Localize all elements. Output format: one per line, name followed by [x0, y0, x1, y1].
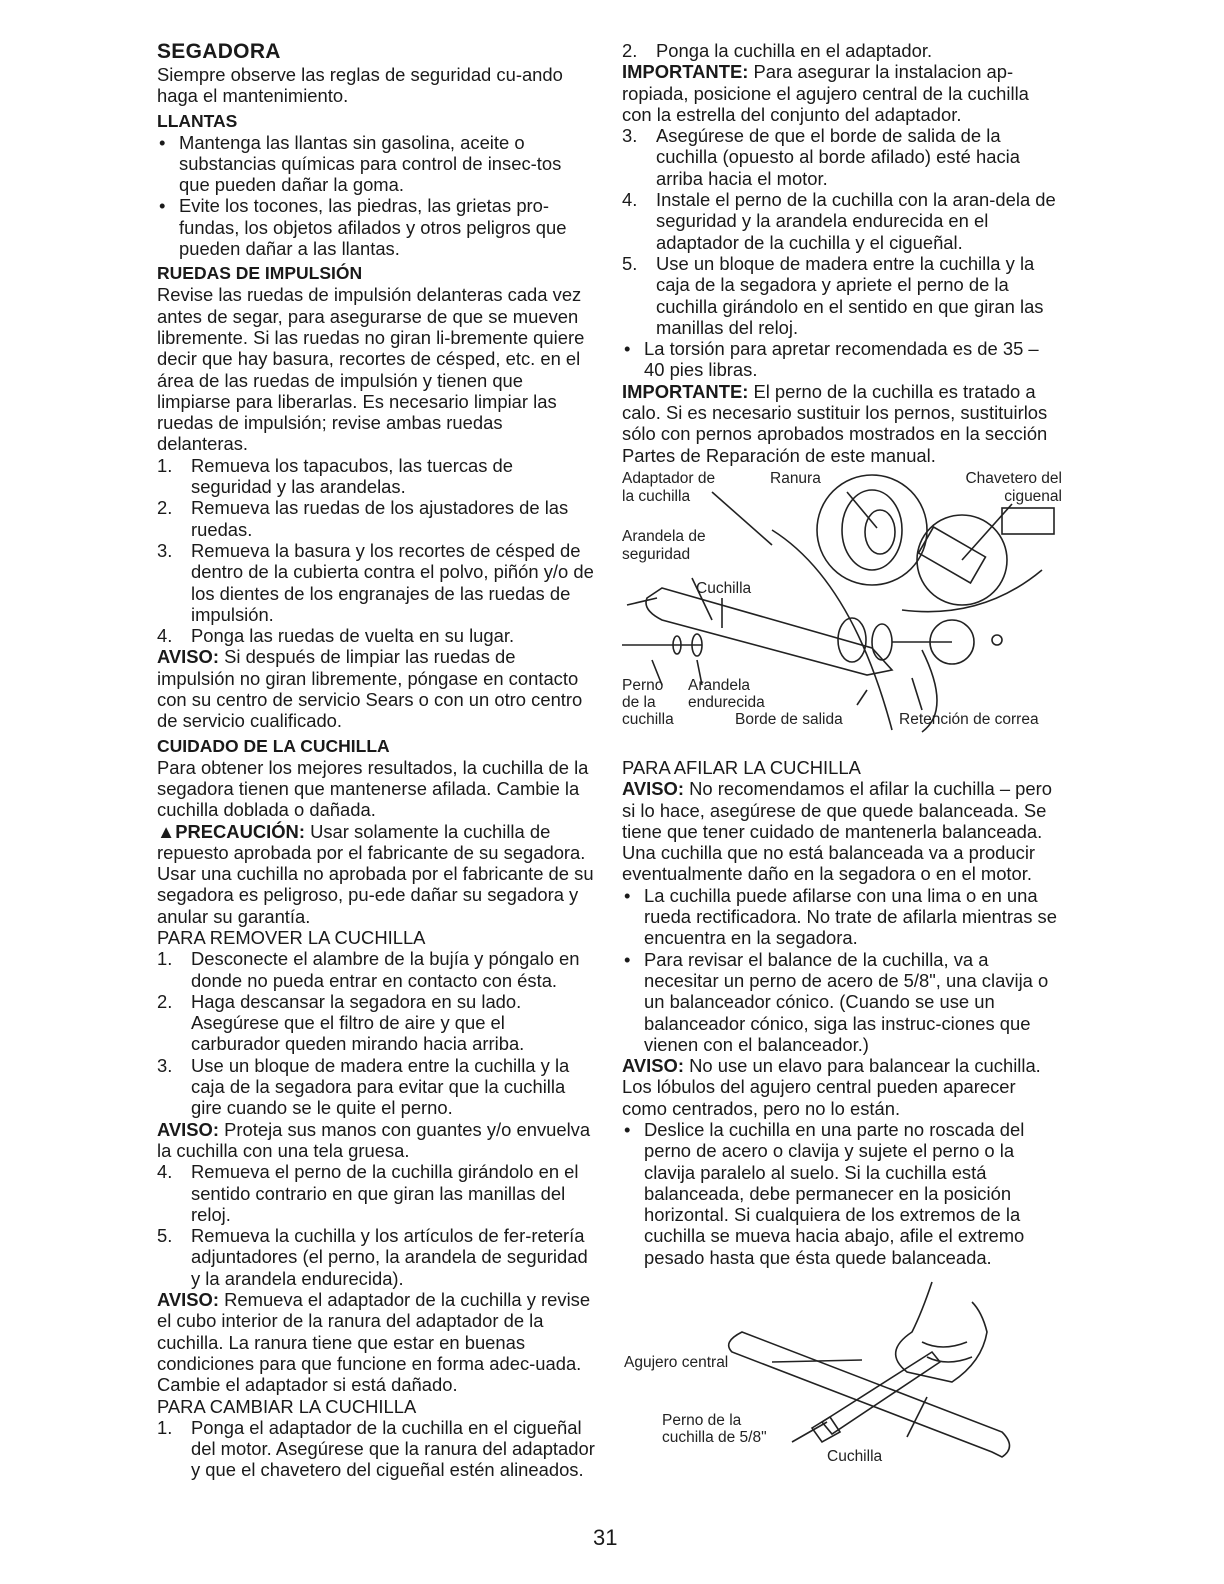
label-arandela-endurecida: Arandela endurecida: [688, 676, 765, 711]
label-agujero-central: Agujero central: [624, 1354, 729, 1372]
bullet-item: • Deslice la cuchilla en una parte no roscada del perno de acero o clavija y sujete el perno o la clavija paralelo al suelo. Si la cuchilla está balanceada, debe permanecer en la posición horizontal. Si cualquiera de los extremos de la cuchilla se mueva hacia abajo, afile el extremo pesado hasta que ésta quede balanceada.: [624, 1118, 1025, 1268]
label-adaptador: Adaptador de la cuchilla: [622, 469, 716, 505]
label-cuchilla: Cuchilla: [696, 579, 752, 597]
step-item: 3. Asegúrese de que el borde de salida de la cuchilla (opuesto al borde afilado) esté hacia arriba hacia el motor.: [622, 125, 1020, 189]
page-number: 31: [593, 1525, 618, 1550]
aviso-paragraph: AVISO: Remueva el adaptador de la cuchilla y revise el cubo interior de la ranura del adaptador de la cuchilla. La ranura tiene que estar en buenas condiciones para que funcione en forma adec-uada. Cambie el adaptador si está dañado.: [157, 1289, 591, 1396]
cuidado-heading: CUIDADO DE LA CUCHILLA: [157, 735, 390, 756]
remover-heading: PARA REMOVER LA CUCHILLA: [157, 926, 426, 948]
label-arandela-seguridad: Arandela de seguridad: [622, 527, 706, 563]
section-title: SEGADORA: [157, 40, 281, 63]
label-ranura: Ranura: [770, 469, 821, 487]
step-item: 1. Desconecte el alambre de la bujía y póngalo en donde no pueda entrar en contacto con ésta.: [157, 948, 580, 991]
step-item: 4. Remueva el perno de la cuchilla girándolo en el sentido contrario en que giran las manillas del reloj.: [157, 1161, 579, 1225]
label-borde-salida: Borde de salida: [735, 710, 843, 728]
intro-text: Siempre observe las reglas de seguridad cu-ando haga el mantenimiento.: [157, 64, 563, 107]
bullet-item: • La cuchilla puede afilarse con una lima o en una rueda rectificadora. No trate de afilarla mientras se encuentra en la segadora.: [624, 884, 1057, 949]
step-item: 3. Remueva la basura y los recortes de césped de dentro de la cubierta contra el polvo, piñón y/o de los dientes de los engranajes de las ruedas de impulsión.: [157, 539, 594, 625]
label-chavetero: Chavetero del ciguenal: [965, 469, 1062, 505]
warning-icon: ▲: [157, 820, 176, 842]
ruedas-text: Revise las ruedas de impulsión delanteras cada vez antes de segar, para asegurarse de que se mueven libremente. Si las ruedas no giran li-bremente quiere decir que hay basura, recortes de césped, etc. en el área de las ruedas de impulsión y tienen que limpiarse para liberarlas. Es necesario limpiar las ruedas de impulsión; revise ambas ruedas delanteras.: [157, 284, 585, 455]
importante-paragraph: IMPORTANTE: Para asegurar la instalacion ap-ropiada, posicione el agujero central de la cuchilla con la estrella del conjunto del adaptador.: [622, 61, 1029, 125]
label-perno-58: Perno de la cuchilla de 5/8": [662, 1412, 767, 1447]
step-item: 5. Remueva la cuchilla y los artículos de fer-retería adjuntadores (el perno, la arandela de seguridad y la arandela endurecida).: [157, 1225, 588, 1289]
label-retencion-correa: Retención de correa: [899, 710, 1039, 728]
step-item: 3. Use un bloque de madera entre la cuchilla y la caja de la segadora para evitar que la cuchilla gire cuando se le quite el perno.: [157, 1054, 570, 1119]
bullet-item: • La torsión para apretar recomendada es de 35 – 40 pies libras.: [624, 338, 1039, 381]
blade-balance-figure: [622, 1272, 1062, 1482]
label-perno: Perno de la cuchilla: [622, 676, 674, 728]
step-item: 1. Ponga el adaptador de la cuchilla en el cigueñal del motor. Asegúrese que la ranura del adaptador y que el chavetero del cigueñal estén alineados.: [157, 1416, 595, 1481]
bullet-item: • Para revisar el balance de la cuchilla, va a necesitar un perno de acero de 5/8", una clavija o un balanceador cónico. (Cuando se use un balanceador cónico, siga las instruc-ciones que vienen con el balanceador.): [624, 948, 1049, 1055]
bullet-item: • Evite los tocones, las piedras, las grietas pro-fundas, los objetos afilados y otros peligros que pueden dañar a las llantas.: [159, 195, 567, 260]
step-item: 2. Ponga la cuchilla en el adaptador.: [622, 40, 933, 61]
step-item: 1. Remueva los tapacubos, las tuercas de seguridad y las arandelas.: [157, 454, 514, 498]
precaucion-paragraph: ▲PRECAUCIÓN: Usar solamente la cuchilla de repuesto aprobada por el fabricante de su segadora. Usar una cuchilla no aprobada por el fabricante de su segadora es peligroso, pu-ede dañar su segadora y anular su garantía.: [157, 820, 594, 927]
label-cuchilla-2: Cuchilla: [827, 1448, 883, 1466]
step-item: 5. Use un bloque de madera entre la cuchilla y la caja de la segadora y apriete el perno de la cuchilla girándolo en el sentido en que giran las manillas del reloj.: [622, 252, 1044, 338]
aviso-paragraph: AVISO: Proteja sus manos con guantes y/o envuelva la cuchilla con una tela gruesa.: [157, 1118, 591, 1161]
cambiar-heading: PARA CAMBIAR LA CUCHILLA: [157, 1395, 417, 1417]
bullet-item: • Mantenga las llantas sin gasolina, aceite o substancias químicas para control de insec-tos que pueden dañar la goma.: [159, 131, 562, 196]
llantas-heading: LLANTAS: [157, 110, 238, 131]
aviso-paragraph: AVISO: No recomendamos el afilar la cuchilla – pero si lo hace, asegúrese de que quede balanceada. Se tiene que tener cuidado de mantenerla balanceada. Una cuchilla que no está balanceada va a producir eventualmente daño en la segadora o en el motor.: [622, 778, 1052, 885]
importante-paragraph: IMPORTANTE: El perno de la cuchilla es tratado a calo. Si es necesario sustituir los pernos, sustituirlos sólo con pernos aprobados mostrados en la sección Partes de Reparación de este manual.: [622, 380, 1048, 466]
step-item: 2. Remueva las ruedas de los ajustadores de las ruedas.: [157, 497, 569, 540]
ruedas-heading: RUEDAS DE IMPULSIÓN: [157, 263, 363, 284]
blade-assembly-figure: [622, 470, 1062, 745]
left-column: [157, 40, 597, 1481]
step-item: 4. Ponga las ruedas de vuelta en su lugar.: [157, 625, 515, 647]
aviso-paragraph: AVISO: Si después de limpiar las ruedas de impulsión no giran libremente, póngase en contacto con su centro de servicio Sears o con un otro centro de servicio cualificado.: [157, 646, 583, 732]
step-item: 2. Haga descansar la segadora en su lado. Asegúrese que el filtro de aire y que el carburador queden mirando hacia arriba.: [157, 990, 525, 1055]
afilar-heading: PARA AFILAR LA CUCHILLA: [622, 756, 861, 778]
step-item: 4. Instale el perno de la cuchilla con la aran-dela de seguridad y la arandela endurecida en el adaptador de la cuchilla y el cigueñal.: [622, 189, 1056, 253]
right-column: [622, 40, 1062, 1482]
aviso-paragraph: AVISO: No use un elavo para balancear la cuchilla. Los lóbulos del agujero central pueden aparecer como centrados, pero no lo están.: [622, 1055, 1041, 1119]
cuidado-text: Para obtener los mejores resultados, la cuchilla de la segadora tienen que mantenerse afilada. Cambie la cuchilla doblada o dañada.: [157, 756, 589, 821]
